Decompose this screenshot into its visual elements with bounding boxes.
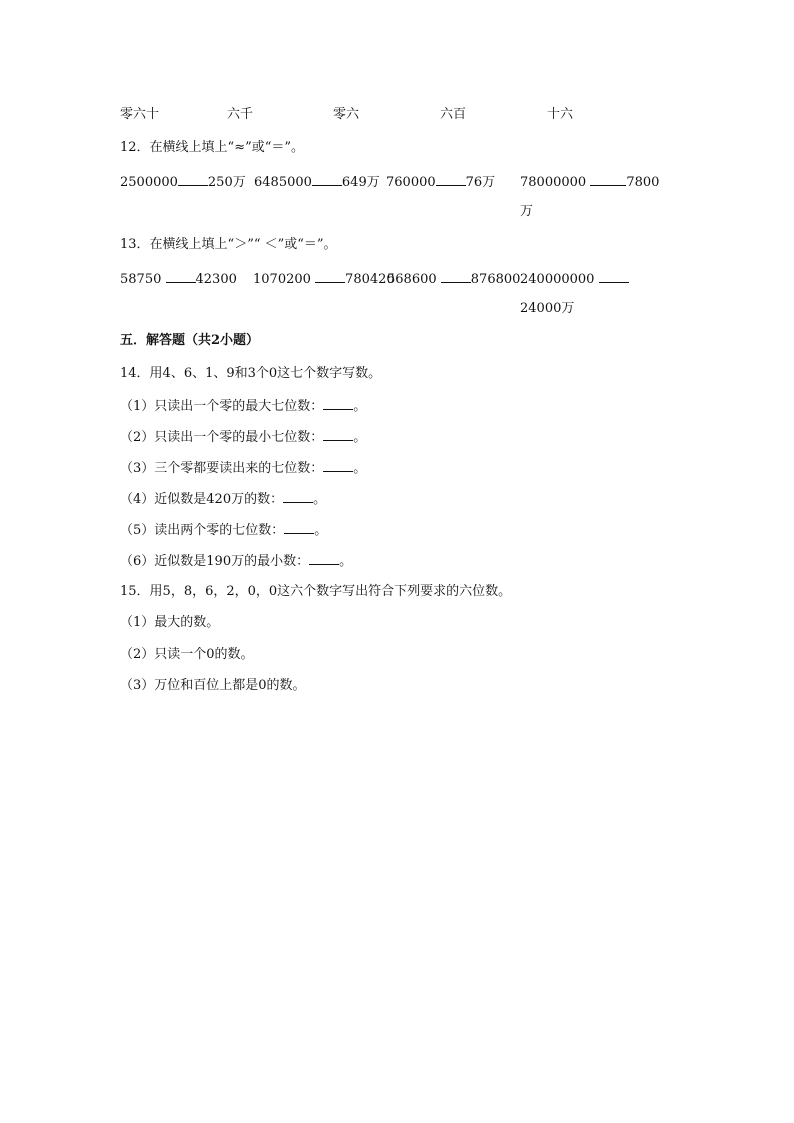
answer-blank[interactable] — [599, 270, 629, 283]
q14-item-4 — [120, 490, 326, 508]
q15-item-2: （2）只读一个0的数。 — [120, 647, 254, 662]
q12-item-3-right: 76万 — [465, 175, 496, 190]
period: 。 — [353, 430, 367, 445]
q15-item-1: （1）最大的数。 — [120, 615, 220, 630]
q12-item-4-right: 7800 — [626, 175, 660, 190]
q13-title: 13．在横线上填上“＞”“ ＜”或“＝”。 — [120, 237, 337, 252]
answer-blank[interactable] — [436, 173, 466, 186]
answer-blank[interactable] — [178, 173, 208, 186]
q14-item-2-text: （2）只读出一个零的最小七位数： — [120, 430, 324, 445]
answer-blank[interactable] — [323, 459, 353, 472]
q13-item-3-right: 876800 — [470, 272, 521, 287]
q14-item-5 — [120, 521, 327, 539]
top-word-3: 零六 — [333, 107, 360, 122]
q14-item-3-text: （3）三个零都要读出来的七位数： — [120, 461, 324, 476]
q14-item-4-text: （4）近似数是420万的数： — [120, 492, 284, 507]
answer-blank[interactable] — [166, 270, 196, 283]
period: 。 — [314, 523, 328, 538]
answer-blank[interactable] — [312, 173, 342, 186]
section-heading: 五．解答题（共2小题） — [120, 333, 260, 348]
q12-item-2-right: 649万 — [341, 175, 380, 190]
answer-blank[interactable] — [323, 397, 353, 410]
q15-title: 15．用5，8，6，2，0，0这六个数字写出符合下列要求的六位数。 — [120, 584, 512, 599]
q13-item-4-left: 240000000 — [520, 272, 595, 287]
q13-wrap: 24000万 — [520, 301, 575, 316]
q12-title: 12．在横线上填上“≈”或“＝”。 — [120, 140, 305, 155]
q12-item-3-left: 760000 — [386, 175, 436, 190]
top-word-2: 六千 — [227, 107, 254, 122]
q13-item-2 — [253, 270, 395, 288]
q14-item-3 — [120, 459, 366, 477]
answer-blank[interactable] — [323, 428, 353, 441]
q14-item-1-text: （1）只读出一个零的最大七位数： — [120, 399, 324, 414]
q12-item-4 — [520, 173, 659, 191]
q12-item-2 — [254, 173, 380, 191]
period: 。 — [339, 554, 353, 569]
q13-item-4 — [520, 270, 629, 288]
q12-item-4-left: 78000000 — [520, 175, 587, 190]
q14-item-2 — [120, 428, 366, 446]
answer-blank[interactable] — [315, 270, 345, 283]
q13-item-3-left: 568600 — [387, 272, 437, 287]
top-word-5: 十六 — [547, 107, 574, 122]
answer-blank[interactable] — [590, 173, 626, 186]
q12-wrap: 万 — [520, 204, 534, 219]
top-word-4: 六百 — [440, 107, 467, 122]
q13-item-1-right: 42300 — [195, 272, 237, 287]
answer-blank[interactable] — [441, 270, 471, 283]
q13-item-3 — [387, 270, 520, 288]
q15-item-3: （3）万位和百位上都是0的数。 — [120, 678, 306, 693]
q12-item-1-left: 2500000 — [120, 175, 178, 190]
period: 。 — [353, 461, 367, 476]
q14-item-1 — [120, 397, 366, 415]
q13-item-1-left: 58750 — [120, 272, 162, 287]
q12-item-2-left: 6485000 — [254, 175, 312, 190]
q14-title: 14．用4、6、1、9和3个0这七个数字写数。 — [120, 366, 382, 381]
answer-blank[interactable] — [309, 552, 339, 565]
q14-item-5-text: （5）读出两个零的七位数： — [120, 523, 285, 538]
q14-item-6 — [120, 552, 352, 570]
q12-item-3 — [386, 173, 495, 191]
period: 。 — [353, 399, 367, 414]
q13-item-2-right: 780420 — [345, 272, 395, 287]
top-word-1: 零六十 — [120, 107, 160, 122]
q12-item-1-right: 250万 — [207, 175, 246, 190]
period: 。 — [313, 492, 327, 507]
q12-item-1 — [120, 173, 246, 191]
q13-item-2-left: 1070200 — [253, 272, 311, 287]
answer-blank[interactable] — [283, 490, 313, 503]
q13-item-1 — [120, 270, 237, 288]
answer-blank[interactable] — [284, 521, 314, 534]
q14-item-6-text: （6）近似数是190万的最小数： — [120, 554, 310, 569]
